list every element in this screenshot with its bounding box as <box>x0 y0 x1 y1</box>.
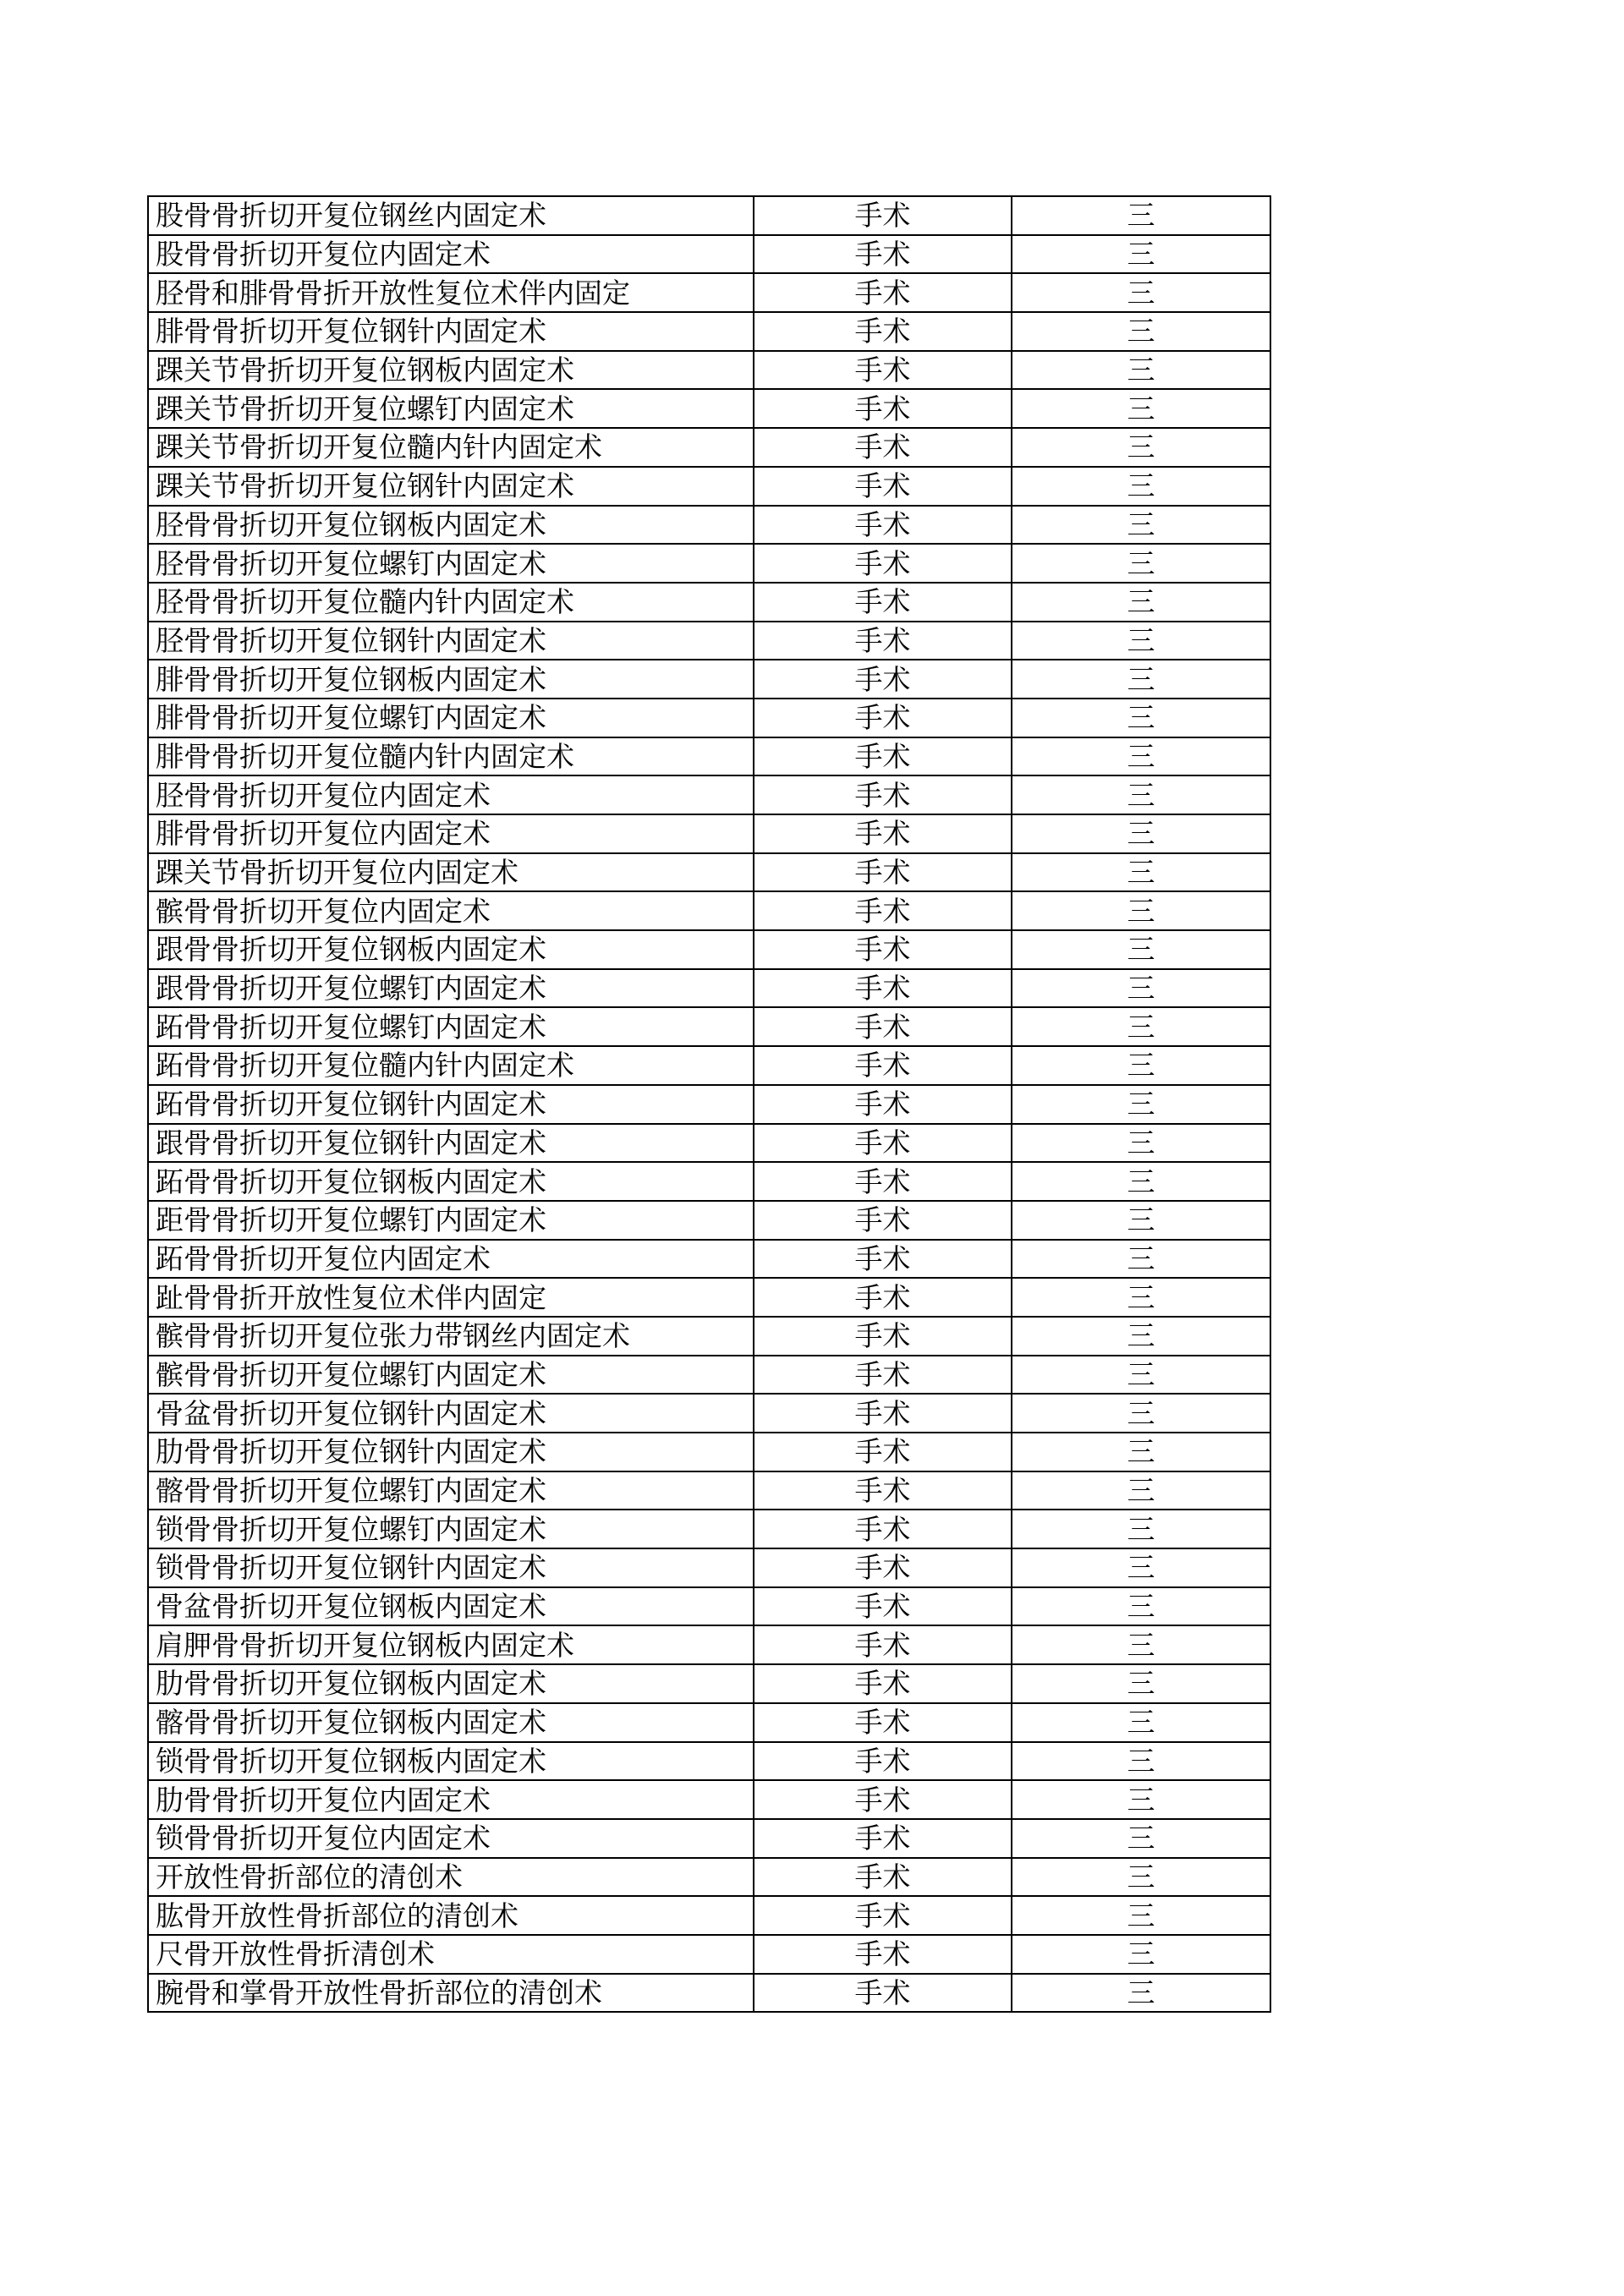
procedure-grade-cell: 三 <box>1012 1780 1270 1819</box>
table-row <box>148 1317 1270 1356</box>
procedure-grade-cell: 三 <box>1012 1317 1270 1356</box>
procedure-grade-cell: 三 <box>1012 1356 1270 1395</box>
procedure-type-cell: 手术 <box>754 660 1012 699</box>
procedure-type-cell: 手术 <box>754 1240 1012 1279</box>
procedure-type-cell: 手术 <box>754 737 1012 776</box>
procedure-name-cell: 跖骨骨折切开复位内固定术 <box>148 1240 754 1279</box>
procedure-type-cell: 手术 <box>754 853 1012 892</box>
procedure-name-cell: 骨盆骨折切开复位钢板内固定术 <box>148 1587 754 1626</box>
procedure-grade-cell: 三 <box>1012 1124 1270 1163</box>
table-row <box>148 1046 1270 1085</box>
procedure-name-cell: 尺骨开放性骨折清创术 <box>148 1935 754 1974</box>
procedure-grade-cell: 三 <box>1012 312 1270 351</box>
procedure-type-cell: 手术 <box>754 389 1012 428</box>
procedure-name-cell: 腓骨骨折切开复位钢针内固定术 <box>148 312 754 351</box>
procedure-name-cell: 腓骨骨折切开复位螺钉内固定术 <box>148 699 754 737</box>
procedure-name-cell: 腓骨骨折切开复位内固定术 <box>148 814 754 853</box>
procedure-type-cell: 手术 <box>754 1201 1012 1240</box>
table-row <box>148 1394 1270 1433</box>
procedure-type-cell: 手术 <box>754 583 1012 622</box>
table-row <box>148 467 1270 506</box>
procedure-grade-cell: 三 <box>1012 930 1270 969</box>
procedure-name-cell: 股骨骨折切开复位内固定术 <box>148 235 754 274</box>
procedure-type-cell: 手术 <box>754 428 1012 467</box>
table-row <box>148 273 1270 312</box>
procedure-grade-cell: 三 <box>1012 1278 1270 1317</box>
procedure-name-cell: 锁骨骨折切开复位内固定术 <box>148 1819 754 1858</box>
table-row <box>148 1471 1270 1510</box>
procedure-grade-cell: 三 <box>1012 544 1270 583</box>
procedure-type-cell: 手术 <box>754 622 1012 660</box>
procedure-name-cell: 锁骨骨折切开复位钢板内固定术 <box>148 1742 754 1781</box>
procedure-type-cell: 手术 <box>754 1510 1012 1548</box>
procedure-name-cell: 骨盆骨折切开复位钢针内固定术 <box>148 1394 754 1433</box>
procedure-grade-cell: 三 <box>1012 1240 1270 1279</box>
procedure-name-cell: 跖骨骨折切开复位钢针内固定术 <box>148 1085 754 1124</box>
procedure-table <box>147 195 1271 2013</box>
procedure-grade-cell: 三 <box>1012 737 1270 776</box>
table-row <box>148 351 1270 390</box>
procedure-type-cell: 手术 <box>754 1664 1012 1703</box>
procedure-type-cell: 手术 <box>754 1935 1012 1974</box>
procedure-type-cell: 手术 <box>754 1974 1012 2013</box>
table-row <box>148 1625 1270 1664</box>
procedure-grade-cell: 三 <box>1012 1046 1270 1085</box>
table-row <box>148 1278 1270 1317</box>
procedure-name-cell: 胫骨骨折切开复位钢板内固定术 <box>148 506 754 545</box>
table-row <box>148 891 1270 930</box>
table-row <box>148 1085 1270 1124</box>
procedure-name-cell: 踝关节骨折切开复位髓内针内固定术 <box>148 428 754 467</box>
procedure-type-cell: 手术 <box>754 1356 1012 1395</box>
table-row <box>148 1548 1270 1587</box>
table-row <box>148 1703 1270 1742</box>
table-row <box>148 1240 1270 1279</box>
table-row <box>148 775 1270 814</box>
table-row <box>148 853 1270 892</box>
table-row <box>148 1201 1270 1240</box>
procedure-type-cell: 手术 <box>754 273 1012 312</box>
procedure-grade-cell: 三 <box>1012 1664 1270 1703</box>
procedure-type-cell: 手术 <box>754 699 1012 737</box>
table-row <box>148 1819 1270 1858</box>
procedure-name-cell: 开放性骨折部位的清创术 <box>148 1858 754 1897</box>
table-row <box>148 1433 1270 1471</box>
procedure-type-cell: 手术 <box>754 1394 1012 1433</box>
procedure-type-cell: 手术 <box>754 196 1012 235</box>
procedure-grade-cell: 三 <box>1012 1510 1270 1548</box>
table-row <box>148 583 1270 622</box>
table-row <box>148 506 1270 545</box>
procedure-grade-cell: 三 <box>1012 1394 1270 1433</box>
table-row <box>148 660 1270 699</box>
procedure-name-cell: 髌骨骨折切开复位张力带钢丝内固定术 <box>148 1317 754 1356</box>
procedure-name-cell: 跖骨骨折切开复位钢板内固定术 <box>148 1162 754 1201</box>
table-row <box>148 814 1270 853</box>
table-row <box>148 196 1270 235</box>
procedure-grade-cell: 三 <box>1012 1201 1270 1240</box>
procedure-grade-cell: 三 <box>1012 775 1270 814</box>
table-row <box>148 1356 1270 1395</box>
table-row <box>148 1742 1270 1781</box>
procedure-grade-cell: 三 <box>1012 1433 1270 1471</box>
procedure-grade-cell: 三 <box>1012 1085 1270 1124</box>
procedure-name-cell: 髌骨骨折切开复位内固定术 <box>148 891 754 930</box>
table-row <box>148 1858 1270 1897</box>
table-row <box>148 544 1270 583</box>
procedure-type-cell: 手术 <box>754 1858 1012 1897</box>
procedure-name-cell: 肋骨骨折切开复位钢针内固定术 <box>148 1433 754 1471</box>
procedure-name-cell: 踝关节骨折切开复位钢针内固定术 <box>148 467 754 506</box>
procedure-type-cell: 手术 <box>754 506 1012 545</box>
procedure-name-cell: 跟骨骨折切开复位钢板内固定术 <box>148 930 754 969</box>
procedure-table-body <box>148 196 1270 2012</box>
procedure-grade-cell: 三 <box>1012 1548 1270 1587</box>
procedure-name-cell: 胫骨骨折切开复位钢针内固定术 <box>148 622 754 660</box>
procedure-name-cell: 跟骨骨折切开复位钢针内固定术 <box>148 1124 754 1163</box>
procedure-grade-cell: 三 <box>1012 1471 1270 1510</box>
procedure-name-cell: 股骨骨折切开复位钢丝内固定术 <box>148 196 754 235</box>
procedure-grade-cell: 三 <box>1012 196 1270 235</box>
procedure-grade-cell: 三 <box>1012 622 1270 660</box>
procedure-grade-cell: 三 <box>1012 389 1270 428</box>
procedure-name-cell: 胫骨骨折切开复位内固定术 <box>148 775 754 814</box>
procedure-grade-cell: 三 <box>1012 1703 1270 1742</box>
procedure-grade-cell: 三 <box>1012 428 1270 467</box>
table-row <box>148 1587 1270 1626</box>
procedure-name-cell: 距骨骨折切开复位螺钉内固定术 <box>148 1201 754 1240</box>
procedure-name-cell: 腕骨和掌骨开放性骨折部位的清创术 <box>148 1974 754 2013</box>
procedure-type-cell: 手术 <box>754 1046 1012 1085</box>
procedure-name-cell: 踝关节骨折切开复位螺钉内固定术 <box>148 389 754 428</box>
table-row <box>148 1974 1270 2013</box>
procedure-name-cell: 肱骨开放性骨折部位的清创术 <box>148 1896 754 1935</box>
procedure-type-cell: 手术 <box>754 1896 1012 1935</box>
table-row <box>148 1510 1270 1548</box>
procedure-type-cell: 手术 <box>754 1124 1012 1163</box>
procedure-type-cell: 手术 <box>754 1085 1012 1124</box>
procedure-name-cell: 髂骨骨折切开复位钢板内固定术 <box>148 1703 754 1742</box>
procedure-type-cell: 手术 <box>754 1548 1012 1587</box>
procedure-type-cell: 手术 <box>754 1433 1012 1471</box>
procedure-type-cell: 手术 <box>754 1278 1012 1317</box>
procedure-grade-cell: 三 <box>1012 583 1270 622</box>
table-row <box>148 622 1270 660</box>
procedure-type-cell: 手术 <box>754 312 1012 351</box>
table-row <box>148 389 1270 428</box>
procedure-type-cell: 手术 <box>754 1587 1012 1626</box>
table-row <box>148 1664 1270 1703</box>
procedure-name-cell: 髂骨骨折切开复位螺钉内固定术 <box>148 1471 754 1510</box>
procedure-grade-cell: 三 <box>1012 853 1270 892</box>
procedure-grade-cell: 三 <box>1012 660 1270 699</box>
procedure-type-cell: 手术 <box>754 544 1012 583</box>
procedure-grade-cell: 三 <box>1012 1007 1270 1046</box>
procedure-name-cell: 跟骨骨折切开复位螺钉内固定术 <box>148 969 754 1008</box>
procedure-type-cell: 手术 <box>754 351 1012 390</box>
procedure-type-cell: 手术 <box>754 1703 1012 1742</box>
procedure-name-cell: 跖骨骨折切开复位螺钉内固定术 <box>148 1007 754 1046</box>
table-row <box>148 1162 1270 1201</box>
table-row <box>148 1935 1270 1974</box>
table-row <box>148 1896 1270 1935</box>
procedure-name-cell: 胫骨骨折切开复位螺钉内固定术 <box>148 544 754 583</box>
procedure-name-cell: 趾骨骨折开放性复位术伴内固定 <box>148 1278 754 1317</box>
table-row <box>148 930 1270 969</box>
procedure-grade-cell: 三 <box>1012 1625 1270 1664</box>
procedure-type-cell: 手术 <box>754 1007 1012 1046</box>
procedure-type-cell: 手术 <box>754 235 1012 274</box>
procedure-type-cell: 手术 <box>754 1162 1012 1201</box>
procedure-grade-cell: 三 <box>1012 1587 1270 1626</box>
procedure-type-cell: 手术 <box>754 1317 1012 1356</box>
procedure-grade-cell: 三 <box>1012 1819 1270 1858</box>
procedure-grade-cell: 三 <box>1012 351 1270 390</box>
procedure-type-cell: 手术 <box>754 1471 1012 1510</box>
procedure-grade-cell: 三 <box>1012 1742 1270 1781</box>
table-row <box>148 1124 1270 1163</box>
table-row <box>148 1007 1270 1046</box>
table-row <box>148 737 1270 776</box>
procedure-name-cell: 髌骨骨折切开复位螺钉内固定术 <box>148 1356 754 1395</box>
procedure-name-cell: 肩胛骨骨折切开复位钢板内固定术 <box>148 1625 754 1664</box>
procedure-type-cell: 手术 <box>754 930 1012 969</box>
procedure-type-cell: 手术 <box>754 1625 1012 1664</box>
procedure-name-cell: 锁骨骨折切开复位螺钉内固定术 <box>148 1510 754 1548</box>
procedure-name-cell: 腓骨骨折切开复位髓内针内固定术 <box>148 737 754 776</box>
table-row <box>148 699 1270 737</box>
procedure-grade-cell: 三 <box>1012 467 1270 506</box>
procedure-type-cell: 手术 <box>754 1780 1012 1819</box>
table-row <box>148 235 1270 274</box>
procedure-grade-cell: 三 <box>1012 891 1270 930</box>
table-row <box>148 428 1270 467</box>
procedure-name-cell: 腓骨骨折切开复位钢板内固定术 <box>148 660 754 699</box>
procedure-grade-cell: 三 <box>1012 273 1270 312</box>
procedure-type-cell: 手术 <box>754 467 1012 506</box>
procedure-grade-cell: 三 <box>1012 1935 1270 1974</box>
procedure-name-cell: 跖骨骨折切开复位髓内针内固定术 <box>148 1046 754 1085</box>
procedure-grade-cell: 三 <box>1012 969 1270 1008</box>
procedure-grade-cell: 三 <box>1012 1974 1270 2013</box>
procedure-name-cell: 锁骨骨折切开复位钢针内固定术 <box>148 1548 754 1587</box>
procedure-type-cell: 手术 <box>754 1819 1012 1858</box>
procedure-type-cell: 手术 <box>754 969 1012 1008</box>
procedure-grade-cell: 三 <box>1012 1162 1270 1201</box>
procedure-name-cell: 胫骨骨折切开复位髓内针内固定术 <box>148 583 754 622</box>
table-row <box>148 1780 1270 1819</box>
procedure-grade-cell: 三 <box>1012 506 1270 545</box>
procedure-type-cell: 手术 <box>754 891 1012 930</box>
table-row <box>148 312 1270 351</box>
procedure-name-cell: 踝关节骨折切开复位钢板内固定术 <box>148 351 754 390</box>
procedure-grade-cell: 三 <box>1012 1896 1270 1935</box>
procedure-name-cell: 肋骨骨折切开复位钢板内固定术 <box>148 1664 754 1703</box>
procedure-grade-cell: 三 <box>1012 699 1270 737</box>
procedure-type-cell: 手术 <box>754 814 1012 853</box>
procedure-grade-cell: 三 <box>1012 814 1270 853</box>
procedure-name-cell: 肋骨骨折切开复位内固定术 <box>148 1780 754 1819</box>
procedure-type-cell: 手术 <box>754 1742 1012 1781</box>
procedure-name-cell: 踝关节骨折切开复位内固定术 <box>148 853 754 892</box>
procedure-name-cell: 胫骨和腓骨骨折开放性复位术伴内固定 <box>148 273 754 312</box>
procedure-grade-cell: 三 <box>1012 235 1270 274</box>
procedure-type-cell: 手术 <box>754 775 1012 814</box>
procedure-grade-cell: 三 <box>1012 1858 1270 1897</box>
table-row <box>148 969 1270 1008</box>
